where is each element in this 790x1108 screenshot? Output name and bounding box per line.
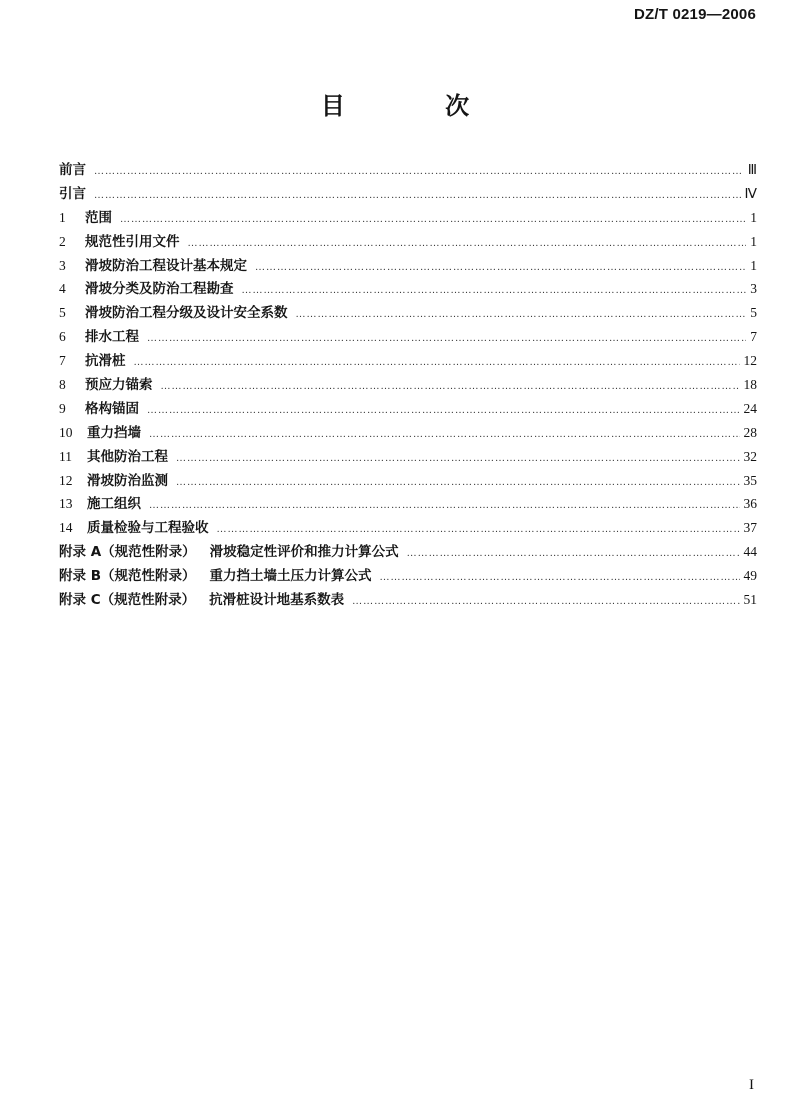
toc-entry-page: 32 [743,448,757,464]
toc-entry-label [59,373,153,398]
toc-entry-page: 7 [750,329,757,345]
dot-leader [380,566,740,590]
toc-entry-title: 抗滑桩设计地基系数表 [209,592,345,609]
toc-entry[interactable] [59,492,757,516]
toc-entry-label [59,589,344,613]
toc-entry-title: 格构锚固 [85,400,139,417]
toc-entry[interactable] [59,469,757,493]
toc-entry-page: 35 [743,472,757,488]
toc-entry[interactable] [59,516,757,540]
toc-entry[interactable] [59,397,757,421]
toc-entry-page: 1 [750,233,757,249]
toc-entry-number: 14 [59,520,73,536]
toc-entry-number: 9 [59,400,66,416]
dot-leader [176,447,740,471]
toc-entry-label [59,565,372,589]
toc-entry-title: 滑坡防治工程分级及设计安全系数 [85,305,288,322]
toc-entry[interactable] [59,277,757,301]
toc-entry-page: 37 [743,520,757,536]
toc-entry-page: 1 [750,209,757,225]
toc-entry-title: 抗滑桩 [85,353,126,370]
toc-entry[interactable] [59,158,757,182]
dot-leader [94,160,744,184]
toc-entry-number: 2 [59,233,66,249]
toc-entry-label [59,469,168,494]
dot-leader [94,184,741,208]
toc-entry-label [59,159,86,183]
table-of-contents [59,158,757,612]
dot-leader [147,399,740,423]
toc-entry[interactable] [59,373,757,397]
toc-entry[interactable] [59,301,757,325]
dot-leader [176,471,740,495]
toc-entry-label [59,325,139,350]
toc-entry-number: 13 [59,496,73,512]
toc-entry-title: 施工组织 [87,496,141,513]
toc-entry-number: 11 [59,448,72,464]
dot-leader [217,518,740,542]
toc-entry-page: 1 [750,257,757,273]
toc-entry-appendix-prefix: 附录 A（规范性附录） [59,544,196,561]
toc-entry-label [59,301,288,326]
toc-entry[interactable] [59,445,757,469]
dot-leader [149,423,740,447]
toc-entry-title: 质量检验与工程验收 [87,520,209,537]
dot-leader [149,494,740,518]
toc-entry-title: 前言 [59,162,86,178]
dot-leader [296,303,747,327]
toc-entry-number: 12 [59,472,73,488]
toc-entry-label [59,445,168,470]
toc-entry-title: 重力挡土墙土压力计算公式 [209,568,372,585]
toc-entry[interactable] [59,254,757,278]
toc-entry-label [59,516,209,541]
toc-entry-title: 重力挡墙 [87,424,141,441]
toc-entry[interactable] [59,421,757,445]
toc-entry[interactable] [59,230,757,254]
toc-entry-title: 滑坡防治监测 [87,472,168,489]
toc-entry-page: Ⅳ [744,185,757,201]
toc-entry[interactable] [59,325,757,349]
toc-entry-label [59,206,112,231]
toc-entry-number: 4 [59,281,66,297]
toc-entry-number: 1 [59,209,66,225]
toc-entry-title: 滑坡防治工程设计基本规定 [85,257,247,274]
toc-entry-title: 预应力锚索 [85,377,153,394]
toc-entry-title: 范围 [85,209,112,226]
toc-entry[interactable] [59,540,757,564]
toc-entry-number: 3 [59,257,66,273]
toc-entry-page: 51 [743,592,757,608]
toc-entry-number: 10 [59,424,73,440]
toc-entry-page: 18 [743,377,757,393]
toc-entry-page: 44 [743,544,757,560]
dot-leader [188,232,747,256]
toc-entry-appendix-prefix: 附录 B（规范性附录） [59,568,196,585]
toc-entry-page: 3 [750,281,757,297]
dot-leader [161,375,740,399]
page-title: 目 次 [320,92,516,120]
toc-entry-page: 49 [743,568,757,584]
toc-entry[interactable] [59,206,757,230]
page-number: I [749,1077,754,1093]
toc-entry[interactable] [59,182,757,206]
toc-entry-number: 5 [59,305,66,321]
toc-entry-page: 36 [743,496,757,512]
document-code: DZ/T 0219—2006 [633,6,756,23]
toc-entry[interactable] [59,564,757,588]
toc-entry-label [59,492,141,517]
toc-entry-title: 其他防治工程 [87,448,168,465]
dot-leader [352,590,739,614]
toc-entry-title: 滑坡稳定性评价和推力计算公式 [209,544,399,561]
toc-entry-page: 5 [750,305,757,321]
toc-entry-label [59,349,126,374]
toc-entry-page: 28 [743,424,757,440]
toc-entry-page: 24 [743,400,757,416]
toc-entry-title: 规范性引用文件 [85,233,180,250]
dot-leader [120,208,746,232]
dot-leader [407,542,740,566]
toc-entry-label [59,277,234,302]
toc-entry[interactable] [59,349,757,373]
dot-leader [147,327,746,351]
toc-entry-label [59,183,86,207]
toc-entry-label [59,254,247,279]
toc-entry-label [59,541,399,565]
toc-entry-number: 8 [59,377,66,393]
dot-leader [242,279,747,303]
dot-leader [134,351,740,375]
toc-entry-number: 7 [59,353,66,369]
toc-entry-label [59,230,180,255]
toc-entry-appendix-prefix: 附录 C（规范性附录） [59,592,196,609]
toc-entry-page: Ⅲ [747,162,757,177]
toc-entry-number: 6 [59,329,66,345]
dot-leader [255,256,746,280]
toc-entry-title: 滑坡分类及防治工程勘查 [85,281,234,298]
toc-entry-label [59,421,141,446]
toc-entry[interactable] [59,588,757,612]
toc-entry-page: 12 [743,353,757,369]
toc-entry-label [59,397,139,422]
toc-entry-title: 引言 [59,185,86,202]
toc-entry-title: 排水工程 [85,329,139,346]
